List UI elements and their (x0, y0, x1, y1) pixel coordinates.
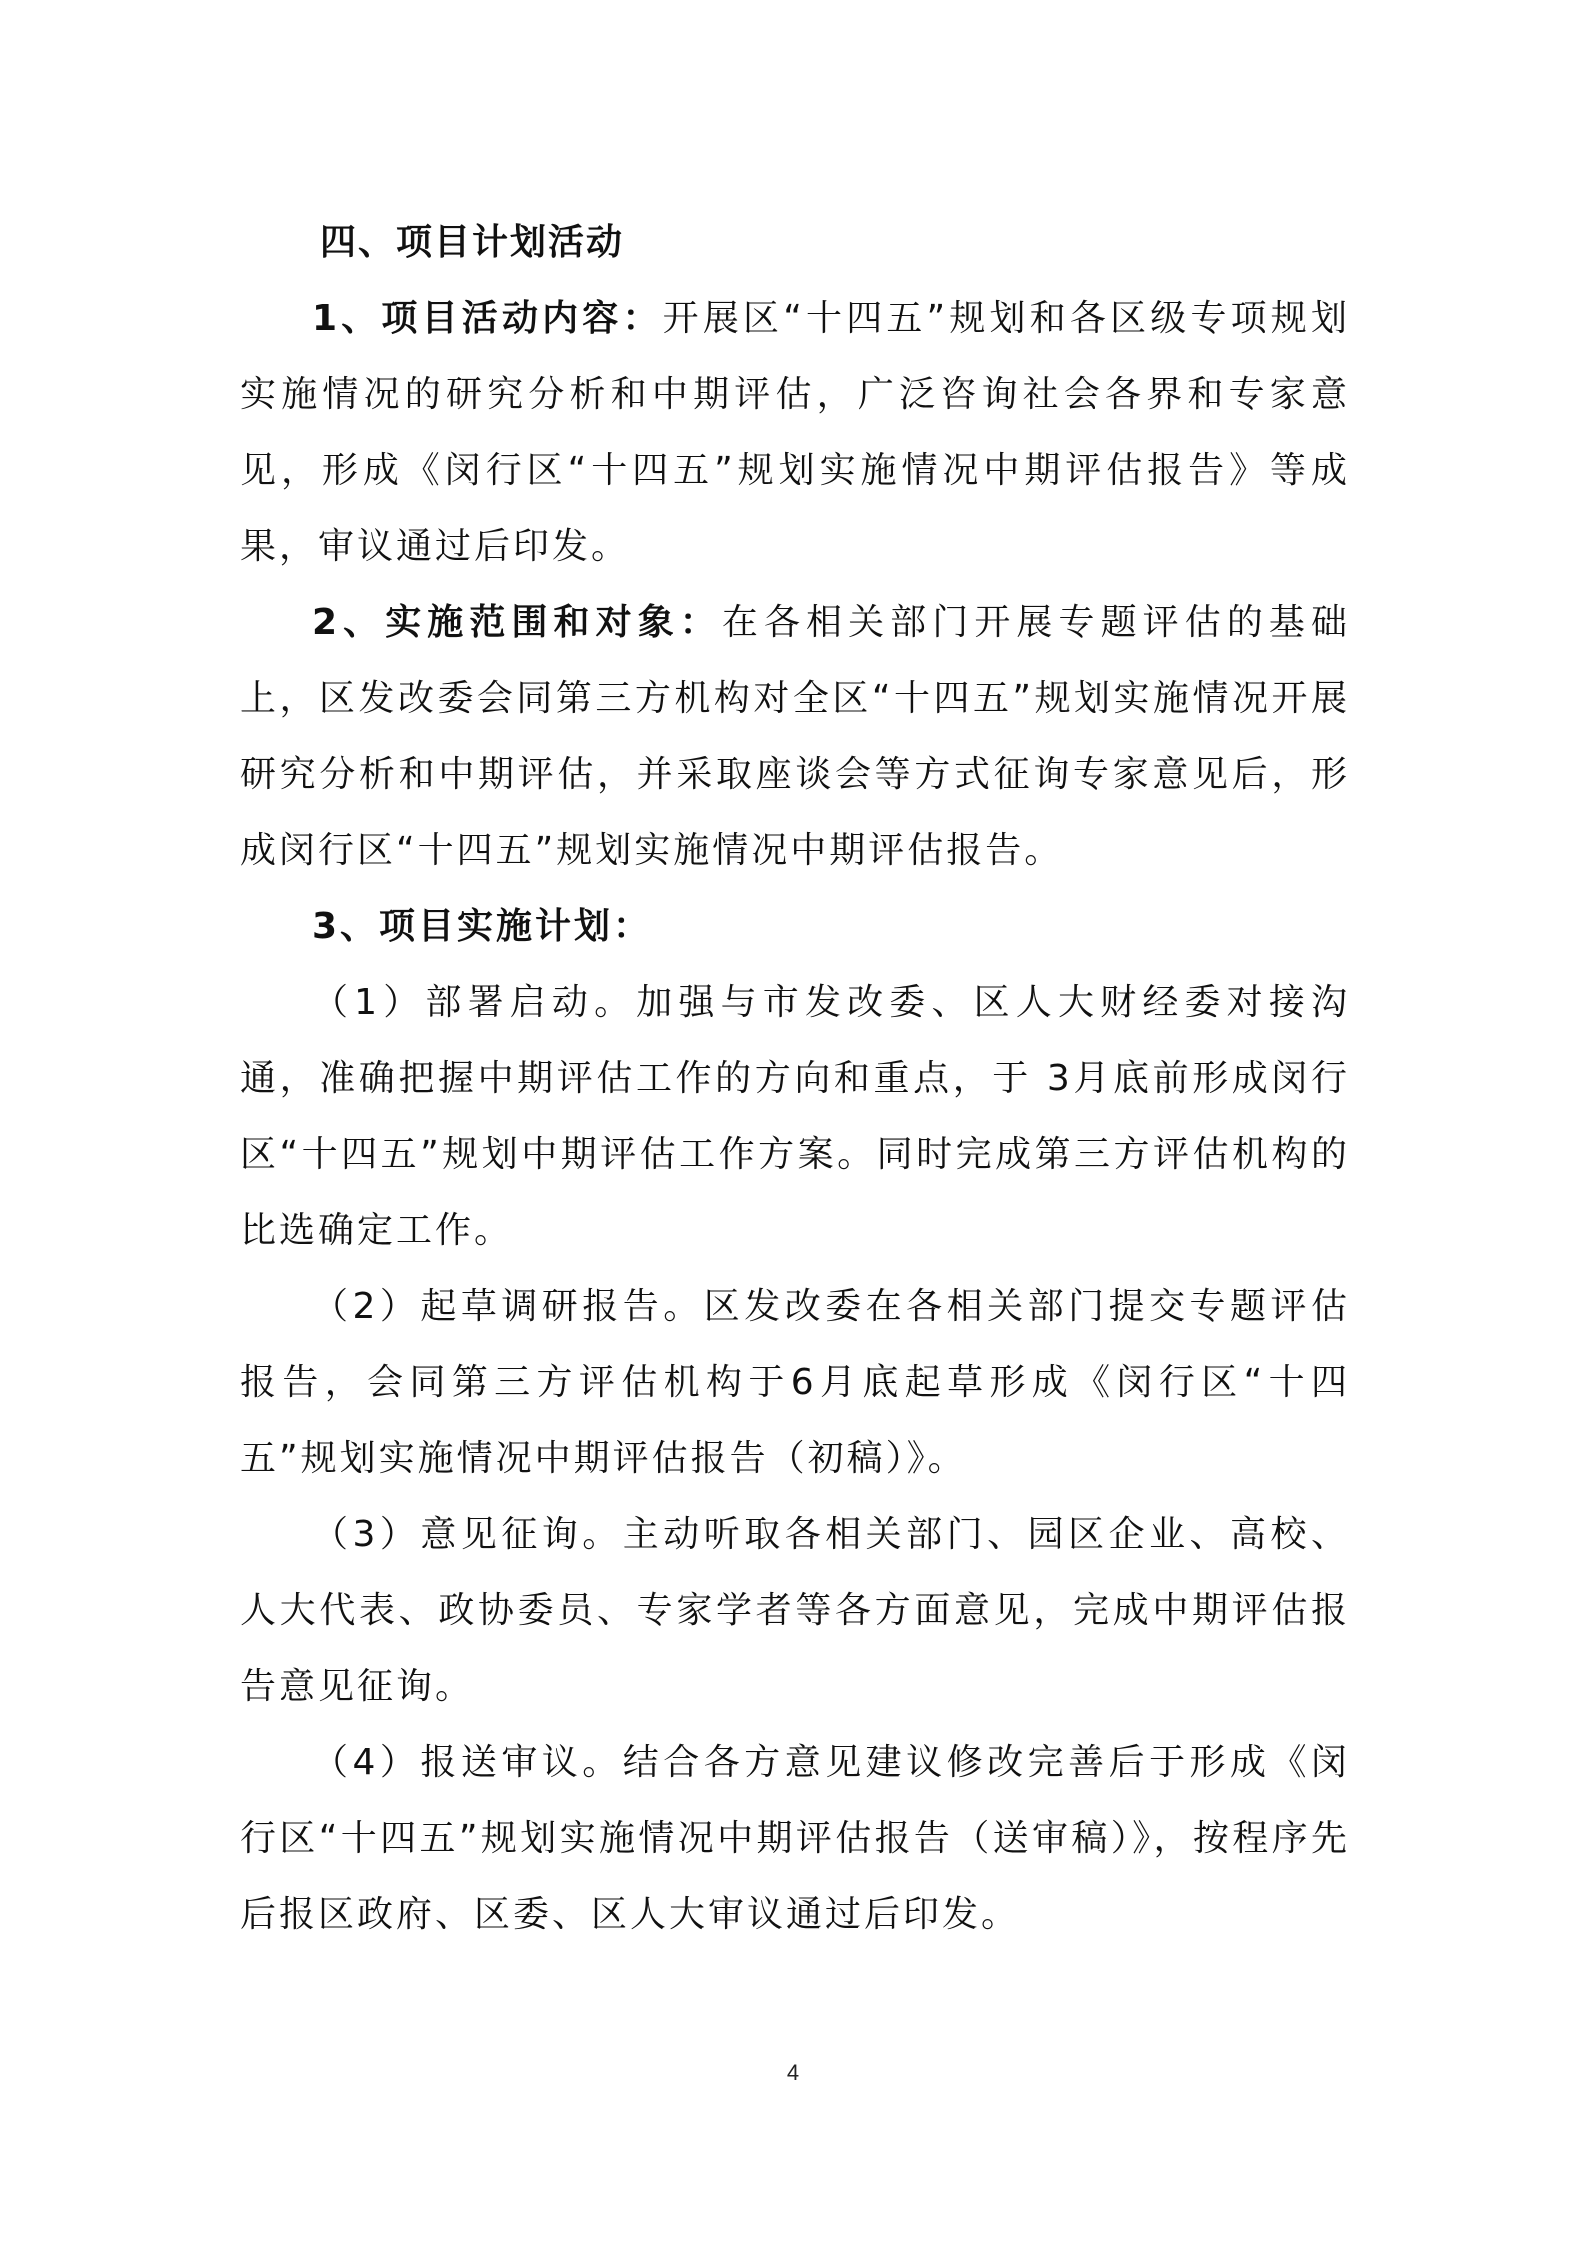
item-plan-paragraph (240, 889, 1350, 965)
item-scope-label: 2、实施范围和对象： (312, 602, 722, 643)
item-scope-text: 在各相关部门开展专题评估的基础上，区发改委会同第三方机构对全区“十四五”规划实施情况开展研究分析和中期评估，并采取座谈会等方式征询专家意见后，形成闵行区“十四五”规划实施情况中期评估报告。 (240, 602, 1350, 871)
step-consult-paragraph: （3）意见征询。主动听取各相关部门、园区企业、高校、人大代表、政协委员、专家学者等各方面意见，完成中期评估报告意见征询。 (240, 1514, 1350, 1707)
item-scope-paragraph (240, 585, 1350, 889)
step-deploy-paragraph: （1）部署启动。加强与市发改委、区人大财经委对接沟通，准确把握中期评估工作的方向和重点，于 3月底前形成闵行区“十四五”规划中期评估工作方案。同时完成第三方评估机构的比选确定工作。 (240, 982, 1350, 1251)
item-content-text: 开展区“十四五”规划和各区级专项规划实施情况的研究分析和中期评估，广泛咨询社会各界和专家意见，形成《闵行区“十四五”规划实施情况中期评估报告》等成果，审议通过后印发。 (240, 298, 1350, 567)
item-plan-label: 3、项目实施计划： (312, 906, 653, 947)
document-body (240, 205, 1350, 1953)
step-draft-paragraph: （2）起草调研报告。区发改委在各相关部门提交专题评估报告，会同第三方评估机构于6月底起草形成《闵行区“十四五”规划实施情况中期评估报告（初稿）》。 (240, 1286, 1350, 1479)
page-number: 4 (786, 2060, 800, 2085)
item-content-paragraph (240, 281, 1350, 585)
item-content-label: 1、项目活动内容： (312, 298, 663, 339)
step-submit-paragraph: （4）报送审议。结合各方意见建议修改完善后于形成《闵行区“十四五”规划实施情况中期评估报告（送审稿）》，按程序先后报区政府、区委、区人大审议通过后印发。 (240, 1742, 1350, 1935)
section-heading: 四、项目计划活动 (320, 222, 625, 263)
